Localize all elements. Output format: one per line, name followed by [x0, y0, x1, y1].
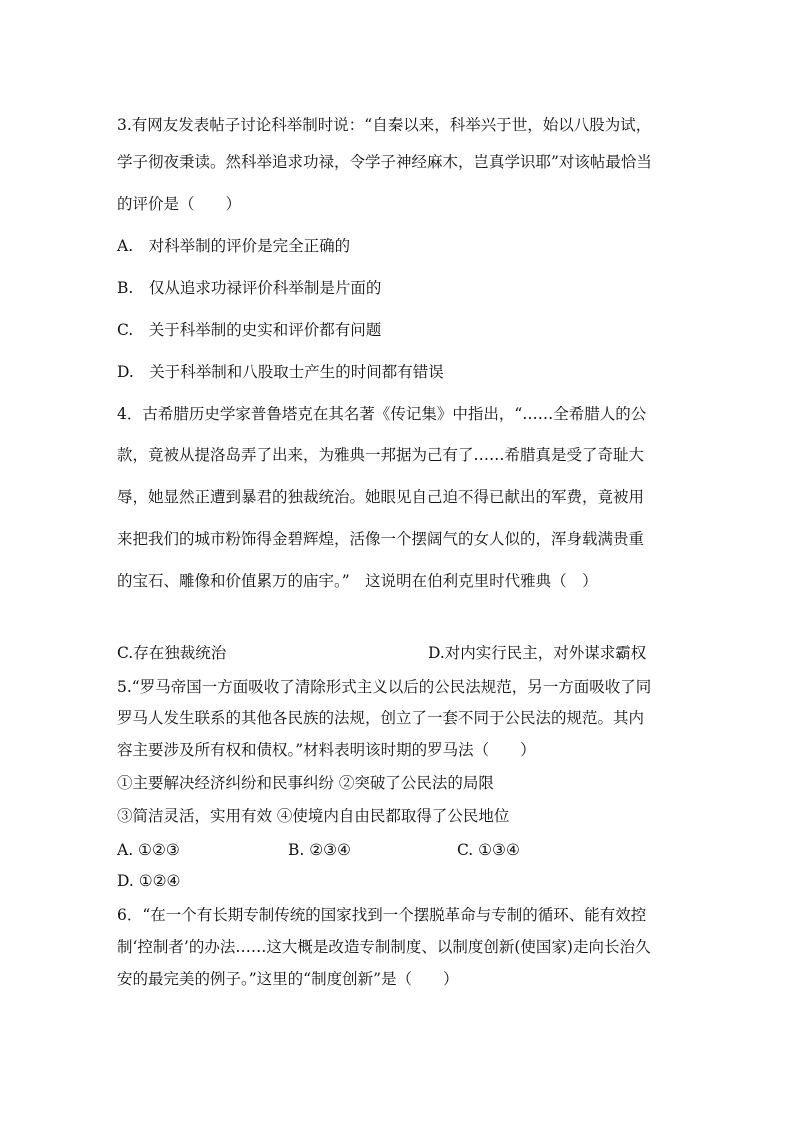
- q3-stem-line-3: 的评价是（ ）: [117, 195, 242, 213]
- q6-stem-line-2: 制‘控制者’的办法……这大概是改造专制制度、以制度创新(使国家)走向长治久: [117, 938, 651, 956]
- q3-stem-line-2: 学子彻夜秉读。然科举追求功禄，令学子神经麻木，岂真学识耶”对该帖最恰当: [117, 153, 652, 171]
- q3-stem-line-1: 3.有网友发表帖子讨论科举制时说：“自秦以来，科举兴于世，始以八股为试，: [117, 116, 652, 134]
- q4-option-c: C.存在独裁统治: [117, 644, 227, 662]
- q6-stem-line-3: 安的最完美的例子。”这里的“制度创新”是（ ）: [117, 970, 459, 988]
- q4-option-d: D.对内实行民主，对外谋求霸权: [428, 644, 647, 662]
- q4-stem-line-2: 款，竟被从提洛岛弄了出来，为雅典一邦据为己有了……希腊真是受了奇耻大: [117, 446, 645, 464]
- q3-option-d: D. 关于科举制和八股取士产生的时间都有错误: [117, 363, 444, 381]
- q5-stem-line-2: 罗马人发生联系的其他各民族的法规，创立了一套不同于公民法的规范。其内: [117, 709, 645, 727]
- q5-option-d: D. ①②④: [117, 872, 181, 890]
- q3-option-a: A. 对科举制的评价是完全正确的: [117, 237, 351, 255]
- q3-option-b: B. 仅从追求功禄评价科举制是片面的: [117, 279, 382, 297]
- q5-statement-line-1: ①主要解决经济纠纷和民事纠纷 ②突破了公民法的局限: [117, 774, 494, 792]
- q4-stem-line-5: 的宝石、雕像和价值累万的庙宇。” 这说明在伯利克里时代雅典（ ）: [117, 572, 598, 590]
- q3-option-c: C. 关于科举制的史实和评价都有问题: [117, 321, 382, 339]
- q5-option-c: C. ①③④: [457, 841, 520, 859]
- q4-stem-line-3: 辱，她显然正遭到暴君的独裁统治。她眼见自己迫不得已献出的军费，竟被用: [117, 488, 645, 506]
- q5-stem-line-1: 5.“罗马帝国一方面吸收了清除形式主义以后的公民法规范，另一方面吸收了同: [117, 678, 652, 696]
- q4-stem-line-4: 来把我们的城市粉饰得金碧辉煌，活像一个摆阔气的女人似的，浑身载满贵重: [117, 530, 645, 548]
- q5-stem-line-3: 容主要涉及所有权和债权。”材料表明该时期的罗马法（ ）: [117, 741, 536, 759]
- q4-stem-line-1: 4．古希腊历史学家普鲁塔克在其名著《传记集》中指出，“……全希腊人的公: [117, 405, 647, 423]
- q5-option-a: A. ①②③: [117, 841, 180, 859]
- q5-statement-line-2: ③简洁灵活，实用有效 ④使境内自由民都取得了公民地位: [117, 807, 510, 825]
- q5-option-b: B. ②③④: [288, 841, 351, 859]
- q6-stem-line-1: 6．“在一个有长期专制传统的国家找到一个摆脱革命与专制的循环、能有效控: [117, 906, 647, 924]
